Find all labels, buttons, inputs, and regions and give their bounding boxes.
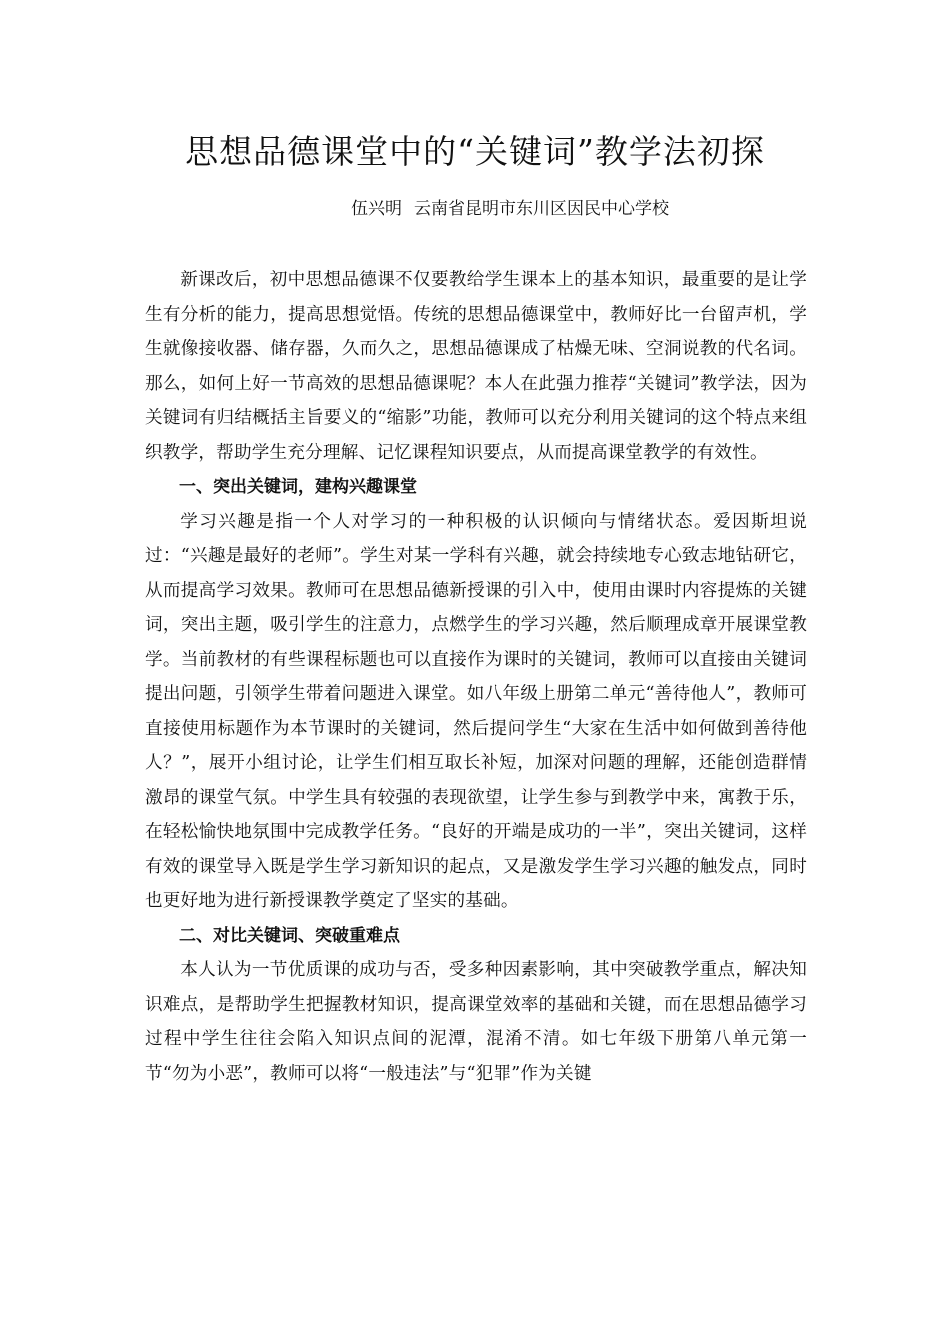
section-paragraph-2: 本人认为一节优质课的成功与否，受多种因素影响，其中突破教学重点，解决知识难点，是帮助学生把握教材知识，提高课堂效率的基础和关键，而在思想品德学习过程中学生往往会陷入知识点间的泥潭，混淆不清。如七年级下册第八单元第一节“勿为小恶”，教师可以将“一般违法”与“犯罪”作为关键 (145, 960, 807, 1084)
document-title: 思想品德课堂中的“关键词”教学法初探 (185, 132, 765, 171)
document-body (145, 263, 807, 1091)
author-name: 伍兴明 (351, 199, 402, 219)
section-heading-2: 二、对比关键词、突破重难点 (179, 925, 400, 946)
intro-paragraph: 新课改后，初中思想品德课不仅要教给学生课本上的基本知识，最重要的是让学生有分析的能力，提高思想觉悟。传统的思想品德课堂中，教师好比一台留声机，学生就像接收器、储存器，久而久之，思想品德课成了枯燥无味、空洞说教的代名词。那么，如何上好一节高效的思想品德课呢？本人在此强力推荐“关键词”教学法，因为关键词有归结概括主旨要义的“缩影”功能，教师可以充分利用关键词的这个特点来组织教学，帮助学生充分理解、记忆课程知识要点，从而提高课堂教学的有效性。 (145, 270, 807, 463)
byline (0, 194, 950, 224)
section-paragraph-1: 学习兴趣是指一个人对学习的一种积极的认识倾向与情绪状态。爱因斯坦说过：“兴趣是最好的老师”。学生对某一学科有兴趣，就会持续地专心致志地钻研它，从而提高学习效果。教师可在思想品德新授课的引入中，使用由课时内容提炼的关键词，突出主题，吸引学生的注意力，点燃学生的学习兴趣，然后顺理成章开展课堂教学。当前教材的有些课程标题也可以直接作为课时的关键词，教师可以直接由关键词提出问题，引领学生带着问题进入课堂。如八年级上册第二单元“善待他人”，教师可直接使用标题作为本节课时的关键词，然后提问学生“大家在生活中如何做到善待他人？”，展开小组讨论，让学生们相互取长补短，加深对问题的理解，还能创造群情激昂的课堂气氛。中学生具有较强的表现欲望，让学生参与到教学中来，寓教于乐，在轻松愉快地氛围中完成教学任务。“良好的开端是成功的一半”，突出关键词，这样有效的课堂导入既是学生学习新知识的起点，又是激发学生学习兴趣的触发点，同时也更好地为进行新授课教学奠定了坚实的基础。 (145, 511, 807, 911)
section-heading-1: 一、突出关键词，建构兴趣课堂 (179, 477, 417, 497)
author-affiliation: 云南省昆明市东川区因民中心学校 (414, 199, 669, 219)
